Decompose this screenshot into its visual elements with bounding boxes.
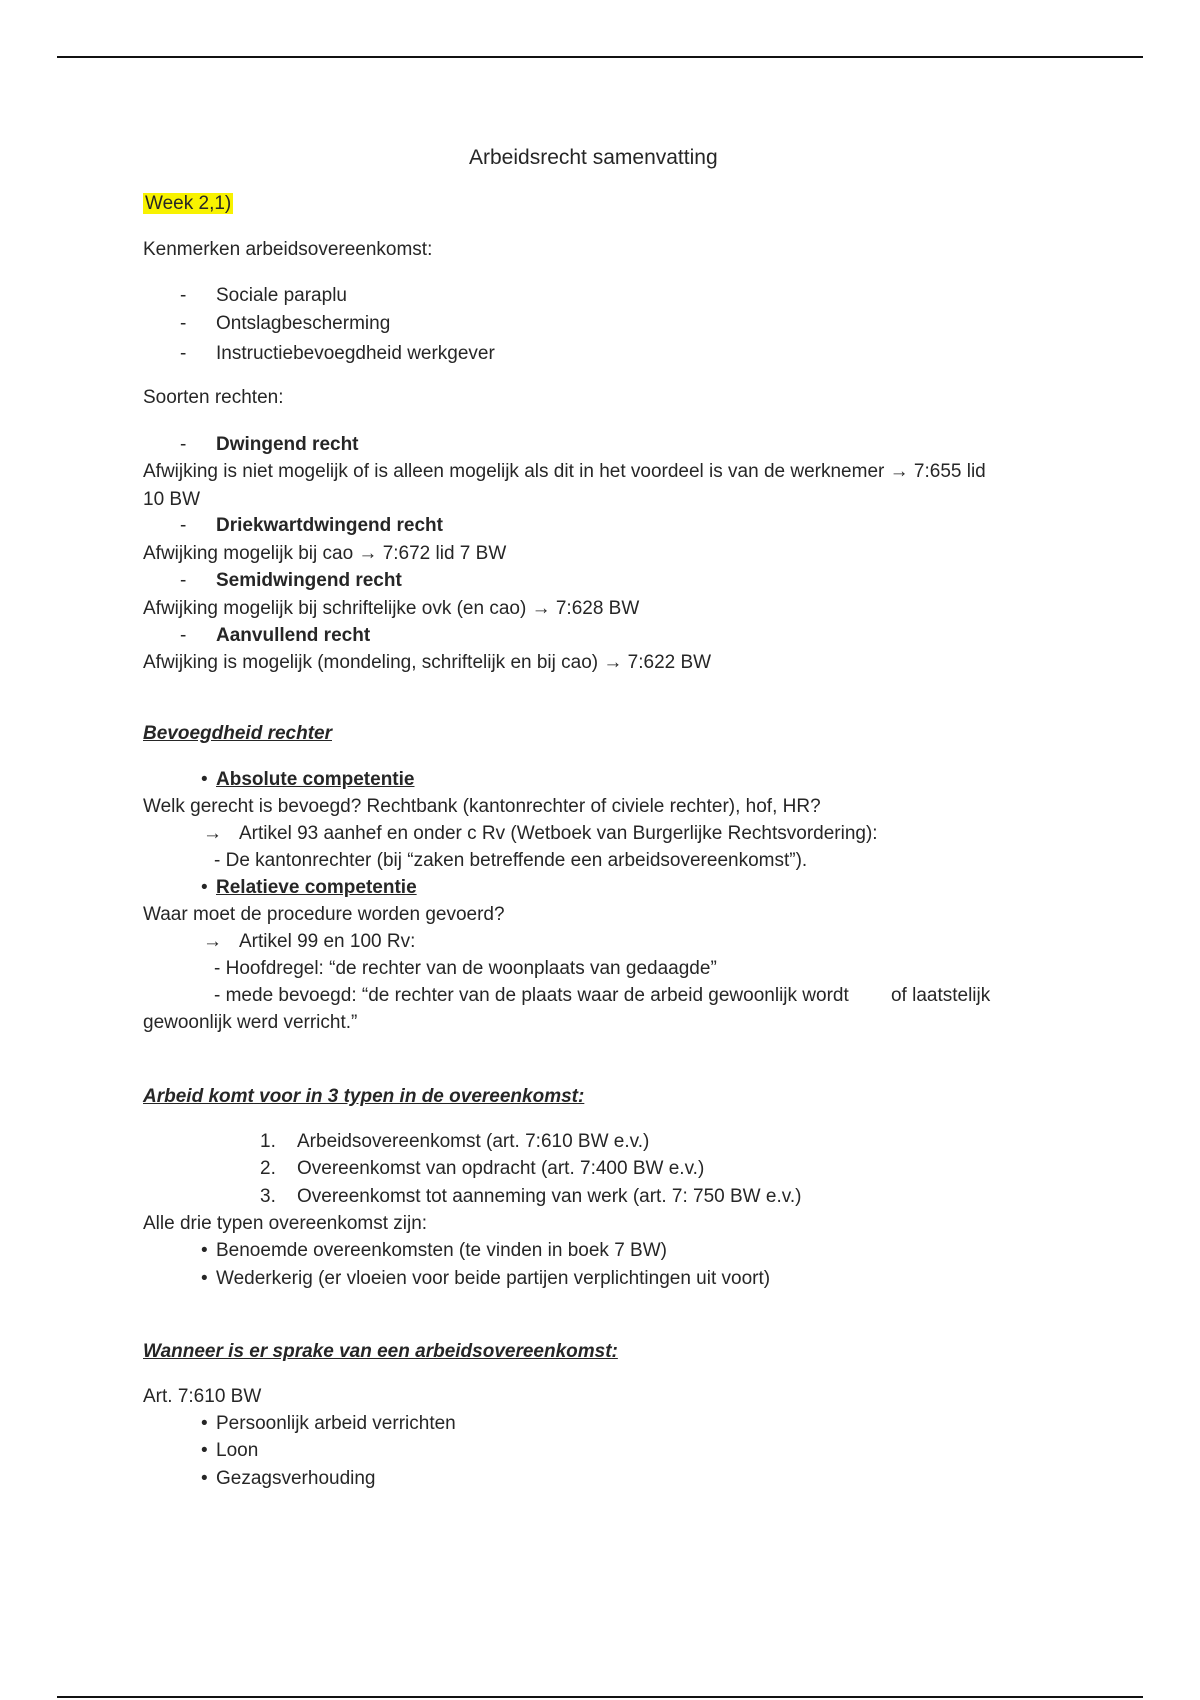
recht-desc: Afwijking mogelijk bij schriftelijke ovk (en cao) → 7:628 BW — [143, 598, 640, 619]
recht-desc: Afwijking is niet mogelijk of is alleen mogelijk als dit in het voordeel is van de werknemer → 7:655 lid — [143, 461, 986, 482]
typen-item: Overeenkomst van opdracht (art. 7:400 BW e.v.) — [297, 1158, 705, 1179]
kenmerken-item: Instructiebevoegdheid werkgever — [216, 343, 495, 364]
typen-item: Arbeidsovereenkomst (art. 7:610 BW e.v.) — [297, 1131, 650, 1152]
soorten-heading: Soorten rechten: — [143, 387, 284, 408]
absolute-question: Welk gerecht is bevoegd? Rechtbank (kantonrechter of civiele rechter), hof, HR? — [143, 796, 821, 817]
relatieve-competentie-label: Relatieve competentie — [216, 877, 417, 898]
kenmerken-item: Ontslagbescherming — [216, 313, 391, 334]
wanneer-heading: Wanneer is er sprake van een arbeidsovereenkomst: — [143, 1341, 618, 1362]
wanneer-item: Gezagsverhouding — [216, 1468, 376, 1489]
page-title: Arbeidsrecht samenvatting — [469, 146, 718, 169]
arrow-icon: → — [203, 931, 222, 952]
recht-desc: Afwijking mogelijk bij cao → 7:672 lid 7 BW — [143, 543, 507, 564]
typen-prop: Benoemde overeenkomsten (te vinden in boek 7 BW) — [216, 1240, 667, 1261]
typen-prop: Wederkerig (er vloeien voor beide partijen verplichtingen uit voort) — [216, 1268, 771, 1289]
dash-bullet: - — [180, 434, 187, 455]
recht-name: Driekwartdwingend recht — [216, 515, 443, 536]
footer-rule — [57, 1696, 1143, 1698]
dash-bullet: - — [180, 570, 187, 591]
wanneer-item: Persoonlijk arbeid verrichten — [216, 1413, 456, 1434]
relatieve-sub-cont: gewoonlijk werd verricht.” — [143, 1012, 358, 1033]
kenmerken-item: Sociale paraplu — [216, 285, 347, 306]
recht-desc: Afwijking is mogelijk (mondeling, schriftelijk en bij cao) → 7:622 BW — [143, 652, 712, 673]
dash-bullet: - — [180, 285, 187, 306]
week-highlight: Week 2,1) — [145, 193, 232, 214]
typen-item: Overeenkomst tot aanneming van werk (art. 7: 750 BW e.v.) — [297, 1186, 802, 1207]
bullet-dot: • — [201, 1268, 208, 1289]
recht-name: Dwingend recht — [216, 434, 359, 455]
bullet-dot: • — [201, 1440, 208, 1461]
arrow-icon: → — [203, 823, 222, 844]
recht-desc: 10 BW — [143, 489, 201, 510]
kenmerken-heading: Kenmerken arbeidsovereenkomst: — [143, 239, 433, 260]
dash-bullet: - — [180, 625, 187, 646]
wanneer-article: Art. 7:610 BW — [143, 1386, 262, 1407]
week-label — [143, 192, 233, 216]
bevoegdheid-heading: Bevoegdheid rechter — [143, 723, 332, 744]
relatieve-question: Waar moet de procedure worden gevoerd? — [143, 904, 505, 925]
bullet-dot: • — [201, 877, 208, 898]
absolute-competentie-label: Absolute competentie — [216, 769, 415, 790]
dash-bullet: - — [180, 313, 187, 334]
recht-name: Semidwingend recht — [216, 570, 402, 591]
list-number: 2. — [260, 1158, 276, 1179]
relatieve-sub: - mede bevoegd: “de rechter van de plaats waar de arbeid gewoonlijk wordt of laatstelijk — [214, 985, 991, 1006]
dash-bullet: - — [180, 343, 187, 364]
wanneer-item: Loon — [216, 1440, 259, 1461]
dash-bullet: - — [180, 515, 187, 536]
header-rule — [57, 56, 1143, 58]
bullet-dot: • — [201, 769, 208, 790]
absolute-article: Artikel 93 aanhef en onder c Rv (Wetboek van Burgerlijke Rechtsvordering): — [239, 823, 878, 844]
bullet-dot: • — [201, 1413, 208, 1434]
typen-intro: Alle drie typen overeenkomst zijn: — [143, 1213, 428, 1234]
relatieve-sub: - Hoofdregel: “de rechter van de woonplaats van gedaagde” — [214, 958, 717, 979]
recht-name: Aanvullend recht — [216, 625, 371, 646]
relatieve-article: Artikel 99 en 100 Rv: — [239, 931, 416, 952]
bullet-dot: • — [201, 1468, 208, 1489]
absolute-sub: - De kantonrechter (bij “zaken betreffende een arbeidsovereenkomst”). — [214, 850, 808, 871]
typen-heading: Arbeid komt voor in 3 typen in de overeenkomst: — [143, 1086, 585, 1107]
bullet-dot: • — [201, 1240, 208, 1261]
list-number: 1. — [260, 1131, 276, 1152]
list-number: 3. — [260, 1186, 276, 1207]
